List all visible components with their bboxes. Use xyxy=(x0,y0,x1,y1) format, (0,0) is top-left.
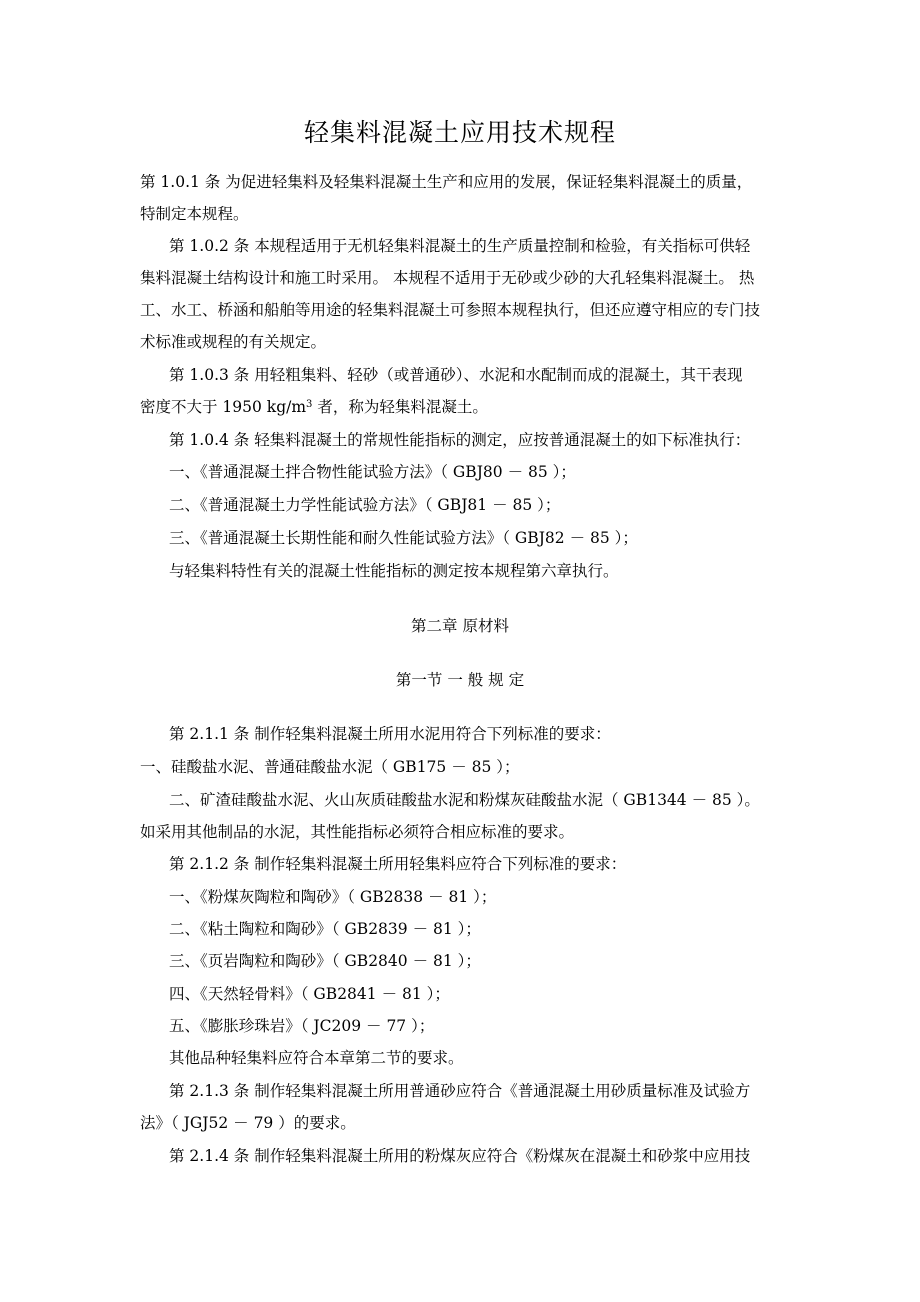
clause-2-1-2-item-3: 三、《页岩陶粒和陶砂》（ GB2840 － 81 ）； xyxy=(169,952,481,970)
clause-2-1-1-item-1: 一、硅酸盐水泥、普通硅酸盐水泥（ GB175 － 85 ）； xyxy=(140,758,520,776)
clause-1-0-2-line-3: 工、水工、桥涵和船舶等用途的轻集料混凝土可参照本规程执行，但还应遵守相应的专门技 xyxy=(140,301,761,319)
clause-2-1-2-item-2: 二、《粘土陶粒和陶砂》（ GB2839 － 81 ）； xyxy=(169,920,481,938)
clause-1-0-2-line-4: 术标准或规程的有关规定。 xyxy=(140,333,327,351)
chapter-heading: 第二章 原材料 xyxy=(411,617,509,635)
clause-1-0-4-item-3: 三、《普通混凝土长期性能和耐久性能试验方法》（ GBJ82 － 85 ）； xyxy=(169,529,638,547)
clause-1-0-3-text-b: 者，称为轻集料混凝土。 xyxy=(312,398,488,416)
clause-1-0-3-text-a: 密度不大于 1950 kg/m xyxy=(140,398,307,416)
clause-1-0-1-line-1: 第 1.0.1 条 为促进轻集料及轻集料混凝土生产和应用的发展，保证轻集料混凝土的质量， xyxy=(140,173,753,191)
clause-2-1-2-item-4: 四、《天然轻骨料》（ GB2841 － 81 ）； xyxy=(169,985,450,1003)
clause-1-0-3-line-1: 第 1.0.3 条 用轻粗集料、轻砂（或普通砂）、水泥和水配制而成的混凝土，其干表现 xyxy=(169,366,743,384)
clause-2-1-2-line-1: 第 2.1.2 条 制作轻集料混凝土所用轻集料应符合下列标准的要求： xyxy=(169,855,627,873)
clause-2-1-2-tail: 其他品种轻集料应符合本章第二节的要求。 xyxy=(169,1049,464,1067)
clause-1-0-4-line-1: 第 1.0.4 条 轻集料混凝土的常规性能指标的测定，应按普通混凝土的如下标准执行： xyxy=(169,431,751,449)
clause-1-0-2-line-1: 第 1.0.2 条 本规程适用于无机轻集料混凝土的生产质量控制和检验，有关指标可供轻 xyxy=(169,237,751,255)
clause-1-0-3-line-2 xyxy=(140,396,488,418)
clause-1-0-4-item-1: 一、《普通混凝土拌合物性能试验方法》（ GBJ80 － 85 ）； xyxy=(169,463,576,481)
clause-2-1-3-line-1: 第 2.1.3 条 制作轻集料混凝土所用普通砂应符合《普通混凝土用砂质量标准及试验方 xyxy=(169,1082,751,1100)
clause-2-1-3-line-2: 法》（ JGJ52 － 79 ）的要求。 xyxy=(140,1114,356,1132)
clause-2-1-4-line-1: 第 2.1.4 条 制作轻集料混凝土所用的粉煤灰应符合《粉煤灰在混凝土和砂浆中应用技 xyxy=(169,1147,751,1165)
document-title: 轻集料混凝土应用技术规程 xyxy=(303,118,616,147)
clause-1-0-4-tail: 与轻集料特性有关的混凝土性能指标的测定按本规程第六章执行。 xyxy=(169,562,619,580)
section-heading: 第一节 一 般 规 定 xyxy=(395,671,525,689)
clause-2-1-2-item-5: 五、《膨胀珍珠岩》（ JC209 － 77 ）； xyxy=(169,1017,435,1035)
clause-1-0-1-line-2: 特制定本规程。 xyxy=(140,205,249,223)
clause-1-0-4-item-2: 二、《普通混凝土力学性能试验方法》（ GBJ81 － 85 ）； xyxy=(169,496,561,514)
clause-2-1-2-item-1: 一、《粉煤灰陶粒和陶砂》（ GB2838 － 81 ）； xyxy=(169,888,497,906)
clause-1-0-2-line-2: 集料混凝土结构设计和施工时采用。 本规程不适用于无砂或少砂的大孔轻集料混凝土。 热 xyxy=(140,269,755,287)
superscript-3: 3 xyxy=(306,399,313,410)
clause-2-1-1-line-1: 第 2.1.1 条 制作轻集料混凝土所用水泥用符合下列标准的要求： xyxy=(169,725,611,743)
clause-2-1-1-item-2: 二、矿渣硅酸盐水泥、火山灰质硅酸盐水泥和粉煤灰硅酸盐水泥（ GB1344 － 85 ）。 xyxy=(169,791,760,809)
clause-2-1-1-line-cont: 如采用其他制品的水泥，其性能指标必须符合相应标准的要求。 xyxy=(140,823,575,841)
